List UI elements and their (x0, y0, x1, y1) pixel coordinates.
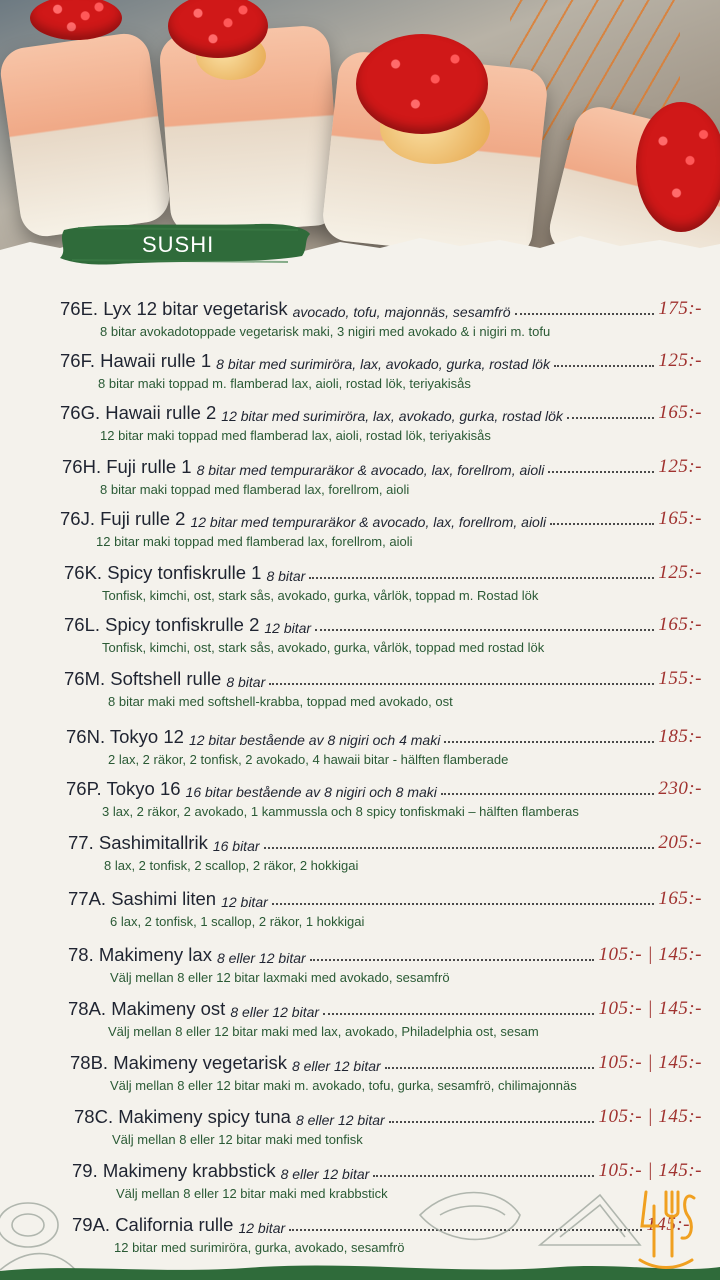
item-description: 8 bitar maki toppad m. flamberad lax, aioli, rostad lök, teriyakisås (98, 376, 471, 391)
restaurant-logo (632, 1186, 700, 1270)
food-doodle-border (0, 1175, 720, 1280)
item-inline-desc: 8 eller 12 bitar (291, 1058, 381, 1074)
item-name: 78A. Makimeny ost (68, 998, 226, 1019)
menu-item (0, 828, 720, 880)
item-price: 145:- (646, 1214, 690, 1235)
item-price: 165:- (658, 402, 702, 423)
item-price: 105:- | 145:- (598, 1106, 702, 1127)
item-description: 8 lax, 2 tonfisk, 2 scallop, 2 räkor, 2 hokkigai (104, 858, 359, 873)
item-price: 105:- | 145:- (598, 1160, 702, 1181)
item-inline-desc: 12 bitar (221, 894, 268, 910)
item-description: 6 lax, 2 tonfisk, 1 scallop, 2 räkor, 1 hokkigai (110, 914, 365, 929)
item-name: 76E. Lyx 12 bitar vegetarisk (60, 298, 288, 319)
item-description: Välj mellan 8 eller 12 bitar maki med tonfisk (112, 1132, 363, 1147)
item-description: 8 bitar maki toppad med flamberad lax, forellrom, aioli (100, 482, 410, 497)
menu-item (0, 558, 720, 610)
leader-dots (310, 959, 595, 961)
fish-roe-topping (356, 34, 488, 134)
item-inline-desc: 8 bitar med surimiröra, lax, avokado, gurka, rostad lök (216, 356, 550, 372)
leader-dots (554, 365, 654, 367)
menu-item (0, 504, 720, 556)
item-name: 76H. Fuji rulle 1 (62, 456, 192, 477)
item-name: 76P. Tokyo 16 (66, 778, 181, 799)
menu-item (0, 994, 720, 1046)
leader-dots (567, 417, 654, 419)
menu-item (0, 346, 720, 398)
menu-item (0, 884, 720, 936)
section-title: SUSHI (142, 232, 215, 257)
item-inline-desc: 8 bitar (226, 674, 266, 690)
item-price: 125:- (658, 562, 702, 583)
item-inline-desc: 8 bitar med tempuraräkor & avocado, lax, forellrom, aioli (196, 462, 545, 478)
item-inline-desc: 8 eller 12 bitar (280, 1166, 370, 1182)
leader-dots (548, 471, 654, 473)
item-description: Tonfisk, kimchi, ost, stark sås, avokado, gurka, vårlök, toppad m. Rostad lök (102, 588, 539, 603)
item-inline-desc: 12 bitar bestående av 8 nigiri och 4 maki (188, 732, 441, 748)
item-name: 78. Makimeny lax (68, 944, 212, 965)
menu-item (0, 940, 720, 992)
item-inline-desc: 8 eller 12 bitar (230, 1004, 320, 1020)
leader-dots (385, 1067, 595, 1069)
item-name: 77A. Sashimi liten (68, 888, 217, 909)
leader-dots (389, 1121, 595, 1123)
leader-dots (315, 629, 654, 631)
item-inline-desc: 16 bitar bestående av 8 nigiri och 8 maki (185, 784, 437, 800)
item-price: 125:- (658, 350, 702, 371)
item-description: 12 bitar maki toppad med flamberad lax, forellrom, aioli (96, 534, 413, 549)
leader-dots (550, 523, 654, 525)
item-name: 76K. Spicy tonfiskrulle 1 (64, 562, 262, 583)
menu-item (0, 1048, 720, 1100)
item-price: 205:- (658, 832, 702, 853)
leader-dots (264, 847, 655, 849)
fish-roe-topping (636, 102, 720, 232)
item-description: 8 bitar avokadotoppade vegetarisk maki, 3 nigiri med avokado & i nigiri m. tofu (100, 324, 551, 339)
item-price: 105:- | 145:- (598, 998, 702, 1019)
item-inline-desc: 8 bitar (266, 568, 306, 584)
item-name: 76L. Spicy tonfiskrulle 2 (64, 614, 260, 635)
item-inline-desc: 16 bitar (212, 838, 260, 854)
item-inline-desc: 12 bitar (264, 620, 312, 636)
menu-item (0, 1102, 720, 1154)
item-inline-desc: 12 bitar (238, 1220, 286, 1236)
item-price: 185:- (658, 726, 702, 747)
item-price: 165:- (658, 888, 702, 909)
item-inline-desc: 12 bitar med surimiröra, lax, avokado, gurka, rostad lök (221, 408, 563, 424)
item-price: 230:- (658, 778, 702, 799)
leader-dots (444, 741, 654, 743)
item-name: 77. Sashimitallrik (68, 832, 208, 853)
item-price: 165:- (658, 508, 702, 529)
leader-dots (272, 903, 655, 905)
item-description: Välj mellan 8 eller 12 bitar laxmaki med avokado, sesamfrö (110, 970, 450, 985)
item-price: 155:- (658, 668, 702, 689)
item-description: Välj mellan 8 eller 12 bitar maki m. avokado, tofu, gurka, sesamfrö, chilimajonnäs (110, 1078, 577, 1093)
menu-item (0, 452, 720, 504)
item-description: 12 bitar med surimiröra, gurka, avokado, sesamfrö (114, 1240, 405, 1255)
item-inline-desc: avocado, tofu, majonnäs, sesamfrö (292, 304, 511, 320)
item-description: 8 bitar maki med softshell-krabba, toppad med avokado, ost (108, 694, 453, 709)
leader-dots (269, 683, 654, 685)
item-name: 76J. Fuji rulle 2 (60, 508, 186, 529)
leader-dots (441, 793, 654, 795)
menu-item (0, 664, 720, 716)
item-price: 105:- | 145:- (598, 1052, 702, 1073)
sushi-roll (0, 30, 172, 239)
item-name: 76M. Softshell rulle (64, 668, 222, 689)
item-name: 78B. Makimeny vegetarisk (70, 1052, 287, 1073)
menu-item (0, 774, 720, 826)
item-name: 76G. Hawaii rulle 2 (60, 402, 217, 423)
item-name: 76F. Hawaii rulle 1 (60, 350, 212, 371)
item-name: 76N. Tokyo 12 (66, 726, 184, 747)
menu-item (0, 398, 720, 450)
leader-dots (323, 1013, 594, 1015)
item-description: Tonfisk, kimchi, ost, stark sås, avokado, gurka, vårlök, toppad med rostad lök (102, 640, 545, 655)
item-description: 3 lax, 2 räkor, 2 avokado, 1 kammussla och 8 spicy tonfiskmaki – hälften flamberas (102, 804, 579, 819)
item-description: Välj mellan 8 eller 12 bitar maki med lax, avokado, Philadelphia ost, sesam (108, 1024, 539, 1039)
item-name: 79. Makimeny krabbstick (72, 1160, 276, 1181)
menu-item (0, 610, 720, 662)
menu-item (0, 722, 720, 774)
item-inline-desc: 8 eller 12 bitar (295, 1112, 385, 1128)
item-price: 105:- | 145:- (598, 944, 702, 965)
item-name: 78C. Makimeny spicy tuna (74, 1106, 291, 1127)
item-inline-desc: 8 eller 12 bitar (216, 950, 306, 966)
item-price: 165:- (658, 614, 702, 635)
item-inline-desc: 12 bitar med tempuraräkor & avocado, lax, forellrom, aioli (190, 514, 547, 530)
item-description: 12 bitar maki toppad med flamberad lax, aioli, rostad lök, teriyakisås (100, 428, 491, 443)
menu-item (0, 294, 720, 346)
leader-dots (309, 577, 654, 579)
item-name: 79A. California rulle (72, 1214, 234, 1235)
leader-dots (515, 313, 655, 315)
item-description: Välj mellan 8 eller 12 bitar maki med krabbstick (116, 1186, 388, 1201)
item-price: 175:- (658, 298, 702, 319)
fish-roe-topping (30, 0, 122, 40)
item-price: 125:- (658, 456, 702, 477)
item-description: 2 lax, 2 räkor, 2 tonfisk, 2 avokado, 4 hawaii bitar - hälften flamberade (108, 752, 509, 767)
